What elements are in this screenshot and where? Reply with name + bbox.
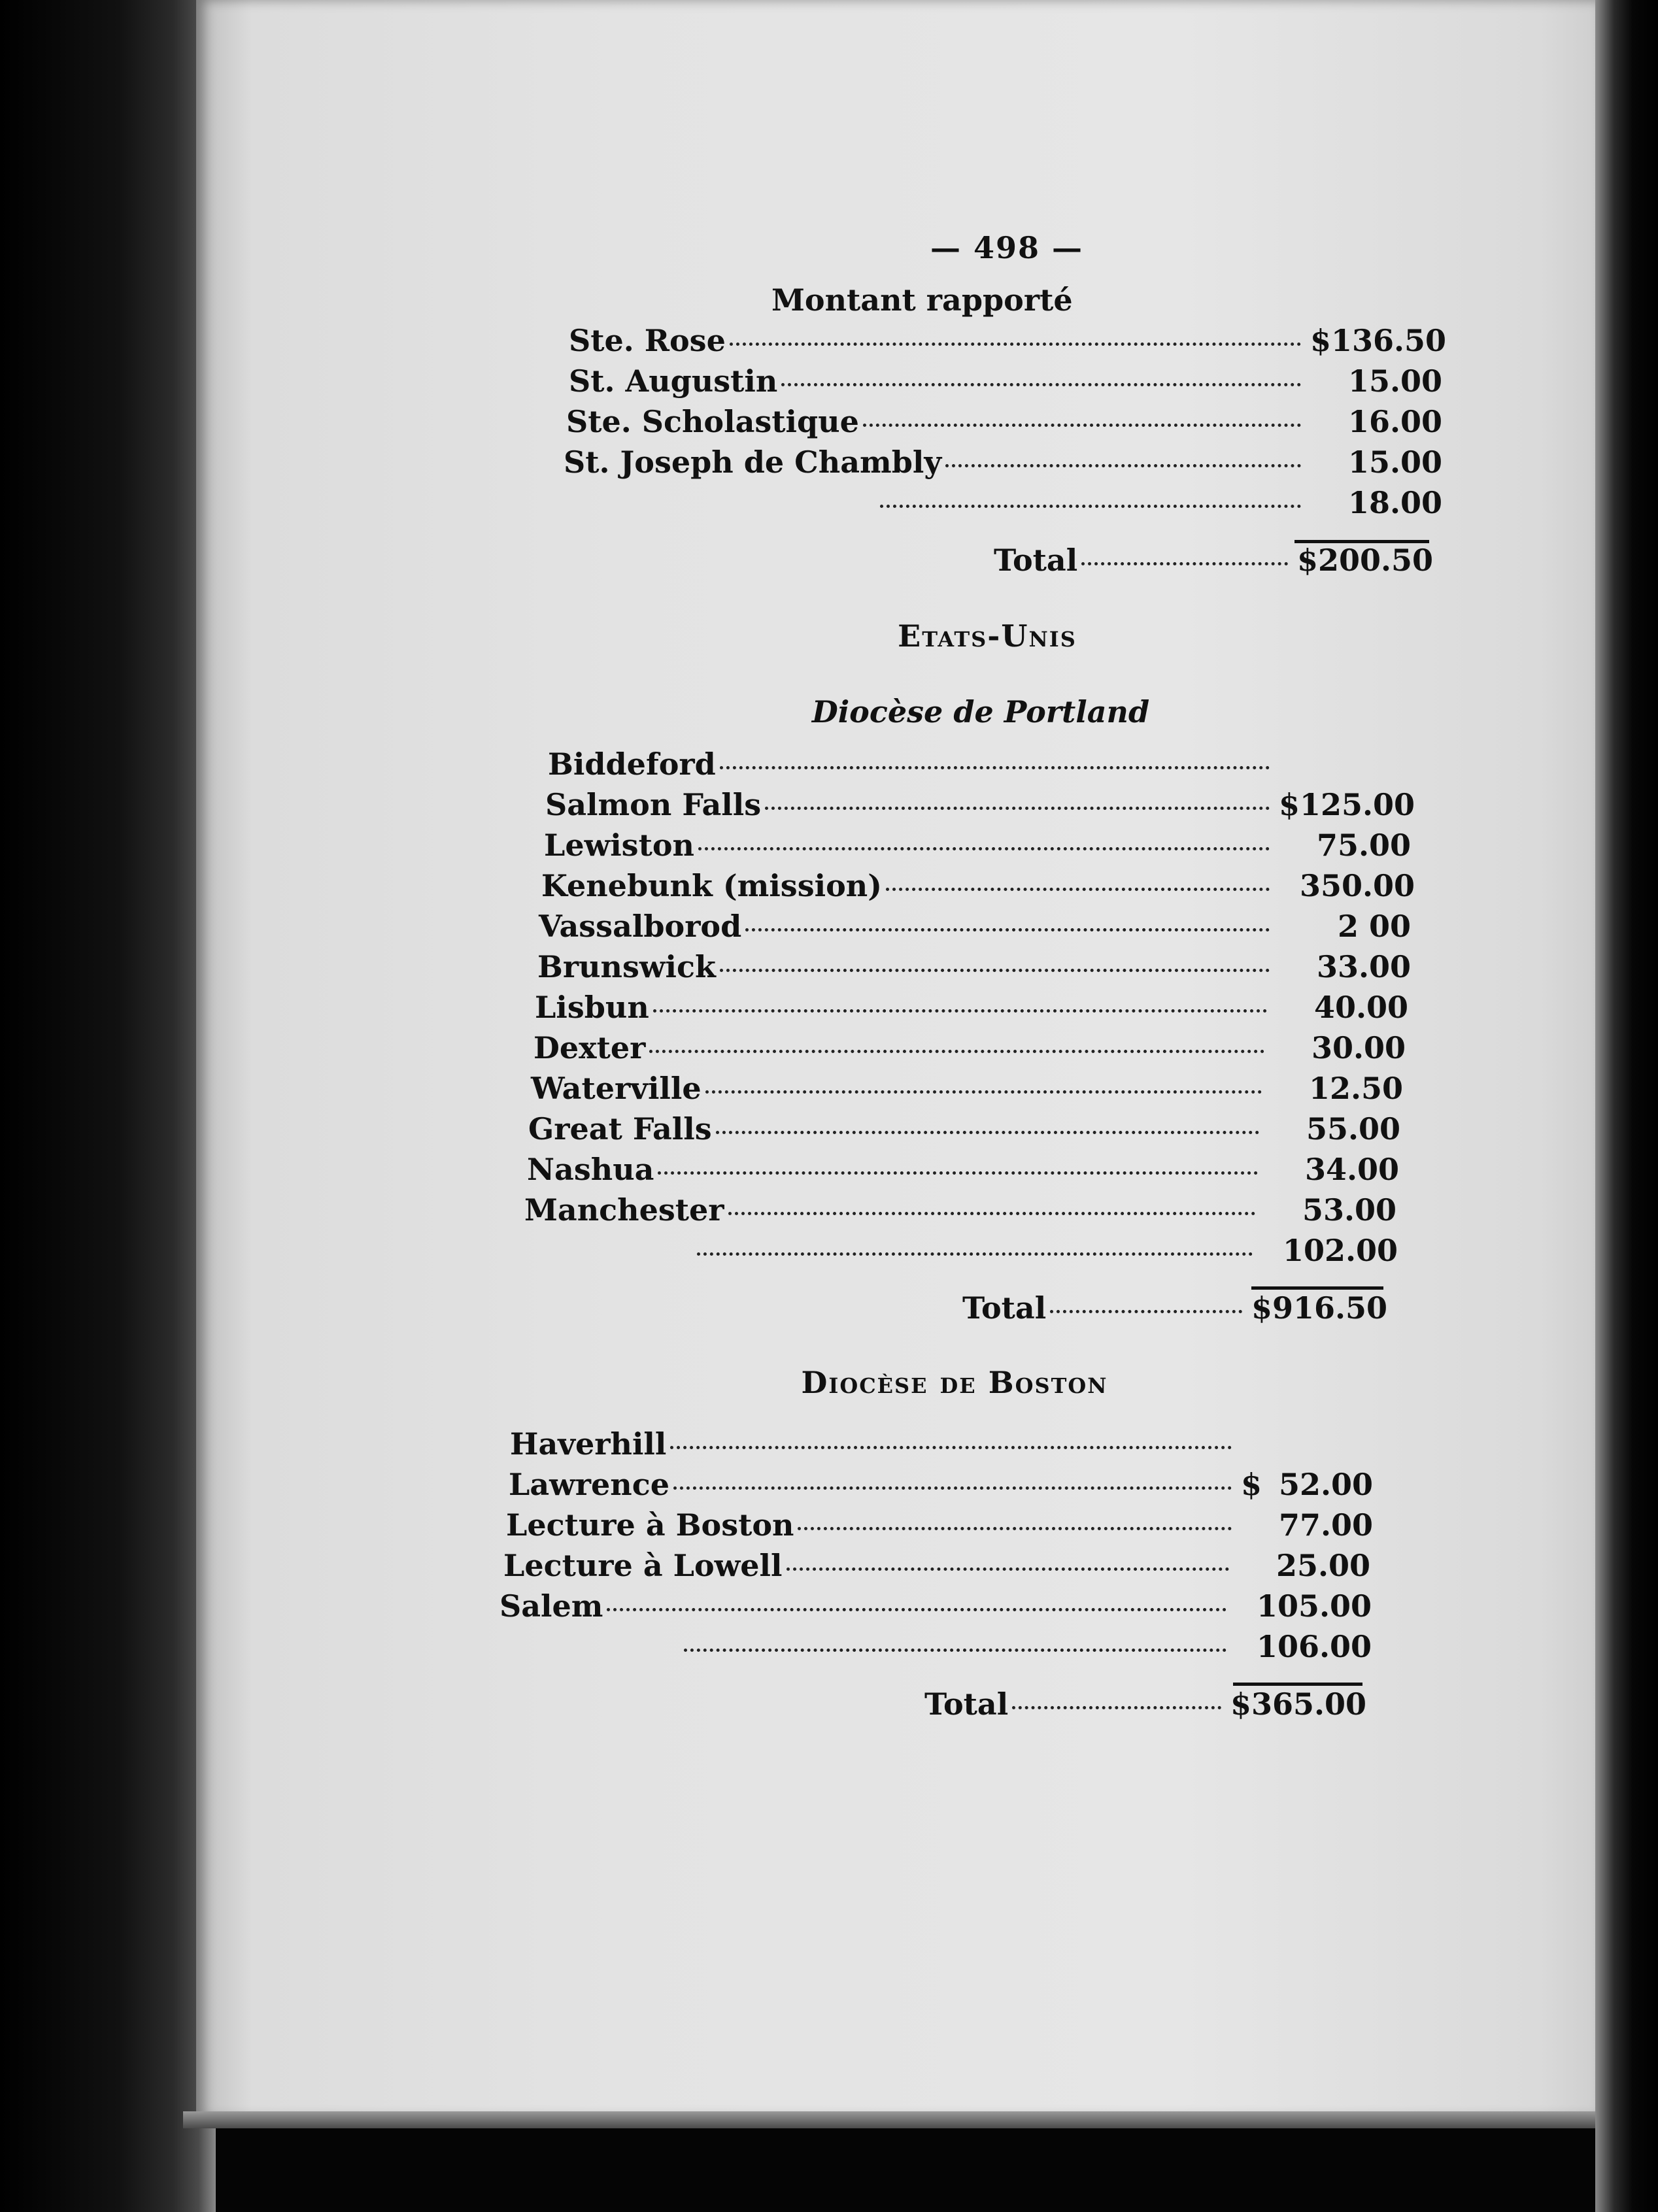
dot-leader [1012, 1680, 1221, 1709]
currency-symbol: $ [1296, 543, 1318, 578]
row-name: Dexter [533, 1030, 646, 1065]
total-label: Total [994, 543, 1078, 578]
dot-leader [863, 397, 1301, 427]
row-amount: 75.00 [1316, 828, 1411, 863]
row-amount: 30.00 [1311, 1030, 1406, 1065]
dot-leader [673, 1460, 1232, 1490]
diocese-heading: Diocèse de Boston [801, 1365, 1108, 1400]
ledger-row [566, 403, 1442, 442]
row-name: Lecture à Boston [506, 1507, 794, 1543]
dot-leader [698, 821, 1270, 850]
dot-leader [716, 1105, 1259, 1134]
dot-leader [730, 316, 1301, 346]
row-name: Nashua [527, 1152, 654, 1187]
row-amount: 125.00 [1300, 787, 1415, 822]
row-name: Salmon Falls [545, 787, 762, 822]
ledger-row [528, 1110, 1400, 1149]
total-row [994, 541, 1434, 580]
dot-leader [1081, 536, 1288, 565]
row-amount: 77.00 [1278, 1507, 1373, 1543]
ledger-row [533, 1029, 1406, 1068]
dot-leader [728, 1186, 1255, 1215]
dot-leader [607, 1582, 1227, 1611]
total-label: Total [924, 1686, 1009, 1722]
row-amount: 18.00 [1347, 485, 1442, 520]
row-name: Kenebunk (mission) [541, 868, 882, 903]
ledger-row [527, 1150, 1399, 1190]
dot-leader [720, 740, 1270, 769]
row-name: Ste. Rose [569, 323, 726, 358]
row-name: Great Falls [528, 1111, 712, 1147]
dot-leader [653, 983, 1267, 1013]
ledger-row [524, 1191, 1396, 1230]
scan-binding-shadow [0, 0, 216, 2212]
ledger-row [537, 948, 1411, 987]
scan-right-edge [1595, 0, 1658, 2212]
dot-leader [886, 862, 1270, 891]
row-amount: 2 00 [1337, 909, 1411, 944]
carried-forward-label: Montant rapporté [771, 282, 1073, 318]
ledger-row [499, 1587, 1372, 1626]
dot-leader [787, 1541, 1230, 1571]
row-name: Lisbun [535, 990, 649, 1025]
ledger-row [544, 826, 1411, 865]
dot-leader [765, 780, 1270, 810]
row-amount: 102.00 [1283, 1233, 1398, 1268]
ledger-row [531, 1069, 1403, 1109]
dot-leader [705, 1064, 1262, 1094]
ledger-row [693, 1232, 1398, 1271]
dot-leader [798, 1501, 1232, 1530]
row-name: Manchester [524, 1192, 724, 1228]
dot-leader [720, 943, 1270, 972]
row-amount: 52.00 [1278, 1467, 1373, 1502]
row-name: Biddeford [548, 746, 716, 782]
dot-leader [945, 438, 1301, 467]
row-amount: 33.00 [1316, 949, 1411, 984]
currency-symbol: $ [1251, 1290, 1272, 1326]
row-name: Brunswick [537, 949, 716, 984]
dot-leader [649, 1024, 1264, 1053]
dot-leader [658, 1145, 1258, 1175]
ledger-row [569, 362, 1442, 401]
total-label: Total [962, 1290, 1047, 1326]
row-amount: 105.00 [1257, 1588, 1372, 1624]
total-amount: 365.00 [1251, 1686, 1367, 1722]
row-amount: 34.00 [1304, 1152, 1399, 1187]
row-amount: 350.00 [1300, 868, 1415, 903]
row-name: Salem [499, 1588, 603, 1624]
ledger-row [506, 1506, 1373, 1545]
ledger-row [876, 484, 1442, 523]
ledger-row [548, 745, 1411, 784]
row-amount: 15.00 [1347, 444, 1442, 480]
row-amount: 12.50 [1308, 1071, 1403, 1106]
diocese-heading: Diocèse de Portland [811, 694, 1150, 729]
row-name: Lawrence [509, 1467, 669, 1502]
dot-leader [684, 1622, 1227, 1652]
ledger-row [541, 867, 1415, 906]
ledger-row [680, 1628, 1372, 1667]
ledger-row [539, 907, 1411, 947]
row-amount: 136.50 [1331, 323, 1447, 358]
row-amount: 40.00 [1313, 990, 1408, 1025]
dot-leader [1050, 1284, 1242, 1313]
ledger-row [510, 1425, 1373, 1464]
row-name: Lewiston [544, 828, 694, 863]
ledger-row [535, 988, 1408, 1028]
page-number: — 498 — [930, 230, 1084, 265]
row-amount: 55.00 [1306, 1111, 1400, 1147]
dot-leader [670, 1420, 1232, 1449]
total-amount: 200.50 [1318, 543, 1434, 578]
dot-leader [880, 478, 1301, 508]
total-amount: 916.50 [1272, 1290, 1388, 1326]
ledger-row [545, 786, 1415, 825]
ledger-row [509, 1466, 1373, 1505]
page-bottom-edge [183, 2111, 1602, 2128]
row-amount: 16.00 [1347, 404, 1442, 439]
row-name: Vassalborod [539, 909, 742, 944]
row-name: St. Augustin [569, 363, 778, 399]
total-row [924, 1685, 1367, 1724]
currency-symbol: $ [1240, 1467, 1262, 1502]
ledger-row [503, 1547, 1370, 1586]
total-row [962, 1289, 1388, 1328]
row-name: St. Joseph de Chambly [564, 444, 942, 480]
dot-leader [697, 1226, 1253, 1256]
section-heading: Etats-Unis [898, 618, 1077, 654]
dot-leader [745, 902, 1270, 931]
row-amount: 15.00 [1347, 363, 1442, 399]
row-name: Lecture à Lowell [503, 1548, 783, 1583]
ledger-row [564, 443, 1442, 482]
currency-symbol: $ [1310, 323, 1331, 358]
row-name: Ste. Scholastique [566, 404, 859, 439]
row-amount: 53.00 [1302, 1192, 1396, 1228]
ledger-row [569, 322, 1447, 361]
currency-symbol: $ [1230, 1686, 1251, 1722]
row-name: Haverhill [510, 1426, 667, 1462]
row-amount: 106.00 [1257, 1629, 1372, 1664]
row-name: Waterville [531, 1071, 702, 1106]
currency-symbol: $ [1278, 787, 1300, 822]
dot-leader [781, 357, 1301, 386]
row-amount: 25.00 [1276, 1548, 1370, 1583]
